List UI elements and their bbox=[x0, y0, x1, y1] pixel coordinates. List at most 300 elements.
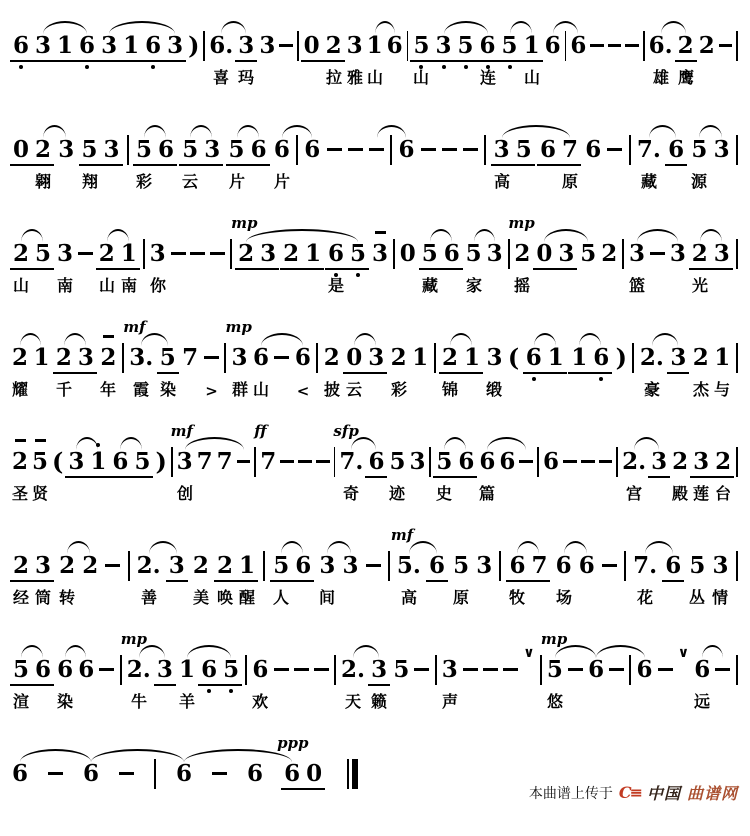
note-token: 3 bbox=[319, 552, 336, 579]
notes-row bbox=[10, 318, 740, 374]
lyric-syllable: 丛 bbox=[688, 590, 706, 607]
note-token: 6 bbox=[539, 136, 556, 163]
note-token: 2 bbox=[672, 448, 689, 475]
duration-dash bbox=[658, 668, 673, 671]
note-token: 6 bbox=[499, 448, 516, 475]
beam-group bbox=[154, 658, 176, 686]
lyric-syllable: 渲 bbox=[12, 694, 30, 711]
lyric-syllable: 经 bbox=[12, 590, 30, 607]
tenuto-mark bbox=[15, 439, 26, 442]
notes-row bbox=[10, 31, 740, 62]
note-token: 2 bbox=[192, 552, 209, 579]
low-octave-dot bbox=[442, 65, 446, 69]
beam-group bbox=[426, 554, 448, 582]
lyric-syllable: 彩 bbox=[135, 174, 153, 191]
note-token: 5 bbox=[499, 34, 521, 57]
slur bbox=[261, 333, 303, 346]
note-token: 5 bbox=[455, 34, 477, 57]
beam-group bbox=[166, 554, 188, 582]
slur bbox=[702, 645, 723, 658]
note-token: 2 bbox=[325, 32, 342, 59]
beam-group bbox=[662, 554, 684, 582]
beam-group bbox=[277, 734, 325, 790]
note-token: 3 bbox=[101, 32, 118, 59]
note-token: 1 bbox=[57, 32, 74, 59]
barline bbox=[508, 239, 510, 269]
slur bbox=[149, 541, 177, 554]
note-token: 3 bbox=[476, 552, 493, 579]
barline bbox=[127, 135, 129, 165]
beam-group bbox=[53, 346, 97, 374]
duration-dash bbox=[171, 252, 186, 255]
barline bbox=[143, 239, 145, 269]
duration-dash bbox=[298, 460, 312, 463]
duration-dash bbox=[581, 460, 595, 463]
note-token: 6 bbox=[10, 34, 32, 57]
slur bbox=[76, 437, 98, 450]
note-token: 3 bbox=[342, 552, 359, 579]
note-token: 3 bbox=[35, 552, 52, 579]
duration-dash bbox=[414, 668, 429, 671]
beam-group bbox=[54, 34, 98, 62]
note-token: 3 bbox=[259, 32, 276, 59]
tenuto-mark bbox=[103, 335, 114, 338]
note-token: 6 bbox=[35, 656, 52, 683]
note-token: 5 bbox=[159, 344, 176, 371]
beam-group bbox=[198, 658, 242, 686]
lyric-syllable: 籁 bbox=[370, 694, 388, 711]
duration-dash bbox=[204, 356, 219, 359]
beam-group bbox=[109, 450, 153, 478]
note-token: 2 bbox=[442, 344, 459, 371]
lyric-syllable: 转 bbox=[58, 590, 76, 607]
note-token: 2 bbox=[55, 344, 72, 371]
duration-dash bbox=[119, 772, 134, 775]
barline bbox=[203, 31, 205, 61]
slur bbox=[21, 229, 43, 242]
lyric-syllable: 年 bbox=[99, 382, 117, 399]
note-token: 2 bbox=[82, 552, 99, 579]
lyric-syllable: 殿 bbox=[671, 486, 689, 503]
lyric-syllable: 远 bbox=[693, 694, 711, 711]
barline bbox=[263, 551, 265, 581]
note-token: 6 bbox=[398, 136, 415, 163]
note-token: 3 bbox=[77, 344, 94, 371]
lyric-syllable: 高 bbox=[400, 590, 418, 607]
note-token: 3 bbox=[712, 552, 729, 579]
note-token: 0 bbox=[346, 344, 363, 371]
duration-dash bbox=[327, 148, 342, 151]
duration-dash bbox=[590, 44, 603, 47]
note-token: 7. sfp bbox=[333, 422, 364, 475]
dynamic-marking: ppp bbox=[277, 734, 309, 752]
note-token: 5 bbox=[134, 448, 151, 475]
note-token: 2. bbox=[622, 448, 647, 475]
lyric-syllable: 牛 bbox=[130, 694, 148, 711]
beam-group bbox=[689, 242, 733, 270]
duration-dash bbox=[279, 44, 292, 47]
duration-dash bbox=[519, 460, 533, 463]
note-token: 2 bbox=[13, 552, 30, 579]
lyric-syllable: 玛 bbox=[237, 70, 255, 87]
note-token: 6 bbox=[294, 344, 311, 371]
slur bbox=[107, 229, 129, 242]
note-token: 6 bbox=[588, 656, 605, 683]
slur bbox=[487, 437, 526, 450]
lyric-syllable: 雄 bbox=[652, 70, 670, 87]
beam-group bbox=[65, 450, 109, 478]
note-token: 6. bbox=[648, 32, 673, 59]
duration-dash bbox=[78, 252, 93, 255]
note-token: 5 bbox=[421, 240, 438, 267]
note-token: 1 bbox=[120, 240, 137, 267]
lyric-syllable: 山 bbox=[252, 382, 270, 399]
lyric-syllable: 锦 bbox=[441, 382, 459, 399]
lyric-syllable: 场 bbox=[555, 590, 573, 607]
duration-dash bbox=[274, 356, 289, 359]
note-token: 6 bbox=[273, 136, 290, 163]
beam-group bbox=[690, 450, 734, 478]
lyric-syllable: 宫 bbox=[625, 486, 643, 503]
lyric-syllable: 光 bbox=[691, 278, 709, 295]
slur bbox=[637, 229, 678, 242]
slur bbox=[409, 541, 437, 554]
slur bbox=[282, 125, 312, 138]
lyric-syllable: 云 bbox=[181, 174, 199, 191]
note-token: 1 bbox=[87, 450, 109, 473]
beam-group bbox=[325, 242, 369, 270]
notes-row bbox=[10, 526, 740, 582]
note-token: 6 bbox=[198, 658, 220, 681]
duration-dash bbox=[274, 668, 289, 671]
note-token: 6 bbox=[325, 242, 347, 265]
note-token: 5 bbox=[228, 136, 245, 163]
note-token: 6 bbox=[250, 136, 267, 163]
score-line-1 bbox=[10, 8, 740, 108]
low-octave-dot bbox=[151, 65, 155, 69]
slur bbox=[375, 21, 395, 34]
note-token: 1 bbox=[33, 344, 50, 371]
note-token: 2. bbox=[639, 344, 664, 371]
barline bbox=[736, 343, 738, 373]
barline bbox=[629, 135, 631, 165]
beam-group bbox=[10, 242, 54, 270]
beam-group bbox=[491, 138, 535, 166]
duration-dash bbox=[608, 44, 621, 47]
note-token: 7 bbox=[196, 448, 213, 475]
note-token: 1 bbox=[464, 344, 481, 371]
note-token: 2 bbox=[677, 32, 694, 59]
note-token: 6 bbox=[668, 136, 685, 163]
note-token: 6 bbox=[477, 34, 499, 57]
lyric-syllable: 奇 bbox=[342, 486, 360, 503]
site-name-suffix: 曲谱网 bbox=[686, 786, 738, 803]
note-token: 3 bbox=[670, 344, 687, 371]
lyric-syllable: 原 bbox=[452, 590, 470, 607]
note-token: 1 bbox=[123, 32, 140, 59]
note-token: 0 bbox=[303, 32, 320, 59]
duration-dash bbox=[503, 668, 518, 671]
slur bbox=[579, 333, 601, 346]
barline bbox=[484, 135, 486, 165]
slur bbox=[43, 21, 87, 34]
low-octave-dot bbox=[532, 377, 536, 381]
beam-group bbox=[10, 34, 54, 62]
note-token: 6 bbox=[368, 448, 385, 475]
barline bbox=[296, 135, 298, 165]
lyric-syllable: 彩 bbox=[390, 382, 408, 399]
hairpin-mark: < bbox=[296, 382, 310, 400]
footer-credit bbox=[529, 781, 738, 804]
barline bbox=[616, 447, 618, 477]
note-token: 3 bbox=[713, 240, 730, 267]
beam-group bbox=[665, 138, 687, 166]
slur bbox=[351, 437, 376, 450]
beam-group bbox=[667, 346, 689, 374]
note-token: 7 bbox=[182, 344, 199, 371]
barline bbox=[736, 551, 738, 581]
note-token: 5 bbox=[689, 552, 706, 579]
note-token: 2 bbox=[10, 450, 30, 473]
lyric-syllable: 史 bbox=[435, 486, 453, 503]
note-token: 3 mf bbox=[170, 422, 193, 475]
note-token: 7 bbox=[561, 136, 578, 163]
lyric-syllable: 山 bbox=[98, 278, 116, 295]
note-token: 6 bbox=[12, 760, 29, 787]
duration-dash bbox=[369, 148, 384, 151]
note-token: 6 bbox=[158, 136, 175, 163]
barline bbox=[407, 31, 409, 61]
lyric-syllable: 高 bbox=[493, 174, 511, 191]
barline bbox=[120, 655, 122, 685]
barline bbox=[565, 31, 567, 61]
note-token: 3 bbox=[168, 552, 185, 579]
duration-dash bbox=[599, 460, 613, 463]
duration-dash bbox=[463, 148, 478, 151]
lyric-syllable: 雅 bbox=[346, 70, 364, 87]
lyric-syllable: 迹 bbox=[388, 486, 406, 503]
note-token: 3 bbox=[260, 240, 277, 267]
note-token: 5 mp bbox=[540, 630, 568, 683]
barline bbox=[643, 31, 645, 61]
slur bbox=[430, 229, 452, 242]
note-token: 2 bbox=[390, 344, 407, 371]
note-token: 0 bbox=[306, 760, 323, 787]
slur bbox=[444, 437, 466, 450]
note-token: 6 bbox=[443, 240, 460, 267]
note-token: 5 bbox=[30, 450, 50, 473]
note-token: 6 bbox=[544, 32, 561, 59]
duration-dash bbox=[650, 252, 665, 255]
duration-dash bbox=[609, 668, 624, 671]
barline bbox=[224, 343, 226, 373]
lyric-syllable: 喜 bbox=[212, 70, 230, 87]
note-token: 3 bbox=[68, 448, 85, 475]
note-token: 5 bbox=[465, 240, 482, 267]
note-token: 6 bbox=[386, 32, 403, 59]
duration-dash bbox=[715, 668, 730, 671]
note-token: 2 bbox=[35, 136, 52, 163]
lyric-syllable: 耀 bbox=[11, 382, 29, 399]
duration-dash bbox=[280, 460, 294, 463]
lyric-syllable: 拉 bbox=[325, 70, 343, 87]
note-token: 7 ff bbox=[254, 422, 277, 475]
barline bbox=[393, 239, 395, 269]
note-token: 5 bbox=[515, 136, 532, 163]
note-token: 1 bbox=[412, 344, 429, 371]
note-token: 3 bbox=[486, 344, 503, 371]
note-token: 5 bbox=[410, 34, 432, 57]
slur bbox=[190, 125, 212, 138]
barline bbox=[122, 343, 124, 373]
note-token: 2 bbox=[698, 32, 715, 59]
beam-group bbox=[10, 658, 54, 686]
barline bbox=[245, 655, 247, 685]
lyric-syllable: 莲 bbox=[692, 486, 710, 503]
duration-dash bbox=[442, 148, 457, 151]
note-token: 5 bbox=[393, 656, 410, 683]
tenuto-mark bbox=[35, 439, 46, 442]
barline bbox=[632, 343, 634, 373]
beam-group bbox=[301, 34, 345, 62]
slur bbox=[444, 21, 488, 34]
slur bbox=[450, 333, 472, 346]
lyric-syllable: 人 bbox=[272, 590, 290, 607]
slur bbox=[43, 125, 66, 138]
barline bbox=[499, 551, 501, 581]
note-token: 6 bbox=[428, 552, 445, 579]
note-token: 0 bbox=[399, 240, 416, 267]
note-token: 5 bbox=[136, 136, 153, 163]
duration-dash bbox=[190, 252, 205, 255]
score-line-4 bbox=[10, 320, 740, 420]
note-token: 2 bbox=[691, 240, 708, 267]
low-octave-dot bbox=[207, 689, 211, 693]
note-token: 5. mf bbox=[390, 526, 421, 579]
note-token: 1 bbox=[523, 32, 540, 59]
lyric-syllable: 藏 bbox=[421, 278, 439, 295]
notes-row bbox=[10, 138, 740, 166]
lyric-syllable: 天 bbox=[344, 694, 362, 711]
duration-dash bbox=[421, 148, 436, 151]
lyric-syllable: 间 bbox=[318, 590, 336, 607]
low-octave-dot bbox=[334, 273, 338, 277]
beam-group bbox=[533, 242, 577, 270]
lyric-syllable: 山 bbox=[366, 70, 384, 87]
note-token: 3 bbox=[35, 32, 52, 59]
slur bbox=[661, 21, 686, 34]
slur bbox=[246, 229, 358, 242]
note-token: 6 bbox=[295, 552, 312, 579]
low-octave-dot bbox=[229, 689, 233, 693]
beam-group bbox=[133, 138, 177, 166]
lyric-syllable: 你 bbox=[149, 278, 167, 295]
low-octave-dot bbox=[599, 377, 603, 381]
note-token: 6 bbox=[585, 136, 602, 163]
slur bbox=[65, 645, 86, 658]
note-token: 6 bbox=[555, 552, 572, 579]
note-token: 6 bbox=[83, 760, 100, 787]
barline bbox=[334, 447, 336, 477]
barline bbox=[171, 447, 173, 477]
beam-group bbox=[675, 34, 697, 62]
slur bbox=[237, 125, 259, 138]
lyric-syllable: 美 bbox=[192, 590, 210, 607]
duration-dash bbox=[719, 44, 732, 47]
slur bbox=[221, 21, 246, 34]
lyric-syllable: 山 bbox=[412, 70, 430, 87]
low-octave-dot bbox=[486, 65, 490, 69]
duration-dash bbox=[348, 148, 363, 151]
final-barline bbox=[347, 759, 358, 782]
note-token: 2 bbox=[59, 552, 76, 579]
barline bbox=[230, 239, 232, 269]
lyric-syllable: 与 bbox=[713, 382, 731, 399]
note-token: 3 bbox=[693, 448, 710, 475]
beam-group bbox=[419, 242, 463, 270]
note-token: 3 bbox=[409, 448, 426, 475]
lyric-syllable: 情 bbox=[711, 590, 729, 607]
final-barline-stroke bbox=[347, 759, 349, 789]
note-token: 3 bbox=[149, 240, 166, 267]
note-token: 7. bbox=[633, 552, 658, 579]
slur bbox=[187, 645, 231, 658]
lyric-syllable: 羊 bbox=[178, 694, 196, 711]
note-token: 2 mp bbox=[231, 214, 258, 267]
slur bbox=[502, 125, 570, 138]
slur bbox=[474, 229, 495, 242]
beam-group bbox=[96, 242, 140, 270]
note-token: 3 bbox=[370, 242, 390, 265]
barline bbox=[334, 655, 336, 685]
slur bbox=[91, 749, 184, 762]
lyric-syllable: 醒 bbox=[238, 590, 256, 607]
score-line-2 bbox=[10, 112, 740, 212]
note-token: 6 bbox=[479, 448, 496, 475]
lyric-syllable: 群 bbox=[231, 382, 249, 399]
low-octave-dot bbox=[508, 65, 512, 69]
lyric-syllable: 创 bbox=[176, 486, 194, 503]
lyric-syllable: 篮 bbox=[628, 278, 646, 295]
low-octave-dot bbox=[19, 65, 23, 69]
dynamic-marking: mf bbox=[390, 526, 414, 544]
grace-paren: ( bbox=[52, 447, 64, 476]
duration-dash bbox=[105, 564, 120, 567]
note-token: 1 bbox=[305, 240, 322, 267]
beam-group bbox=[506, 554, 550, 582]
note-token: 3 bbox=[651, 448, 668, 475]
barline bbox=[624, 551, 626, 581]
note-token: 3 mp bbox=[225, 318, 252, 371]
final-barline-stroke bbox=[352, 759, 358, 789]
lyric-syllable: 披 bbox=[323, 382, 341, 399]
lyric-syllable: 筒 bbox=[34, 590, 52, 607]
notes-row bbox=[10, 630, 740, 686]
note-token: 6 bbox=[176, 760, 193, 787]
note-token: 6 bbox=[252, 656, 269, 683]
notes-row bbox=[10, 422, 740, 478]
note-token: 6 bbox=[636, 656, 653, 683]
note-token: 2 bbox=[283, 240, 300, 267]
slur bbox=[510, 21, 532, 34]
slur bbox=[517, 541, 539, 554]
note-token: 3 bbox=[103, 136, 120, 163]
lyric-syllable: 片 bbox=[273, 174, 291, 191]
duration-dash bbox=[563, 460, 577, 463]
note-token: 6 bbox=[112, 448, 129, 475]
note-token: 5 bbox=[436, 448, 453, 475]
slur bbox=[353, 645, 379, 658]
